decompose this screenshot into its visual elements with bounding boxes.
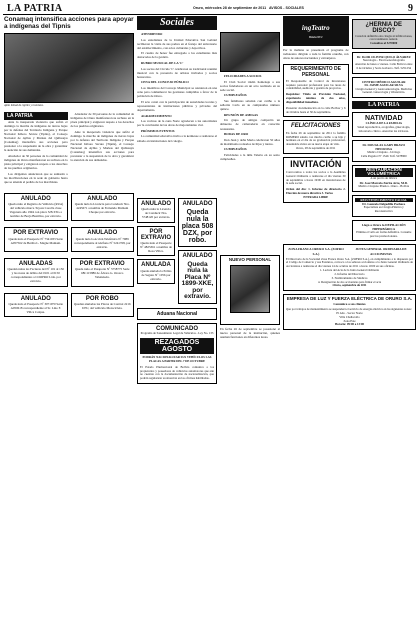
column-news bbox=[4, 16, 134, 628]
classified-ad: ANULADO Queda nulo el Pasaporte Nº 3071970 Serie A050618 correspondiente al Sr. Lino F. Villca Colque. bbox=[4, 293, 68, 318]
empresa-luz-ad: EMPRESA DE LUZ Y FUERZA ELÉCTRICA DE ORURO S.A. Comunica a sus clientes Que por trabajos de mantenimiento se suspenderá el servicio de energía eléctrica en las siguientes zonas: El Alto - Sector Norte Villa Challacollo Zona Este Horario: 09:00 a 13:00 bbox=[283, 294, 416, 330]
section-label: AVISOS - SOCIALES bbox=[268, 6, 304, 10]
invitacion-ad: INVITACIÓN Convocamos a todos los socios a la Asamblea General Ordinaria a realizarse el día viernes 30 de septiembre a horas 19:00 en instalaciones de la sede social. Orden del día: 1. Informe de directorio 2. Elección de nueva directiva 3. Varios ENTRADA LIBRE bbox=[283, 157, 349, 203]
masthead-brand: LA PATRIA bbox=[7, 3, 63, 14]
portrait-photo bbox=[230, 265, 270, 313]
la-patria-bar: LA PATRIA bbox=[352, 101, 417, 109]
doctor-ad: Dr. IGOR OLIVER QUILO ÁLVAREZ Neurología - Electroencefalografía Atención de lunes a viernes. Calle Bolívar entre 6 de Octubre y Soria Galvarro. Telf. 5251234 bbox=[352, 52, 417, 74]
promo-box: NUEVO PERSONAL bbox=[220, 255, 280, 325]
requerimiento-ad: REQUERIMIENTO DE PERSONAL El Responsable de Control de Inversiones requiere personal profesional para las áreas de contabilidad, auditoría y gestión de proyectos. Requisitos: Título en Provisión Nacional, experiencia mínima de dos años, disponibilidad inmediata. Presentar documentación en la calle Bolívar y 6 de Octubre hasta el 30 de septiembre. bbox=[283, 64, 349, 117]
radio-text: Por la mañana se presentará el programa de radioteatro dirigido a toda la familia orureña, con obras de autores nacionales y extranjeros. bbox=[283, 48, 349, 61]
classified-ad: ANULADO Queda nulo el Registro de Vehículo (RUA) del vehículo marca Toyota Corolla clase Vagoneta año 1994 con placa 328-TZG a nombre de Borja Bustillos, por extravío. bbox=[4, 193, 68, 222]
photo-caption: Apilo lidead de cigilles y tramistas. bbox=[4, 104, 44, 108]
headline: Conamaq intensifica acciones para apoyar a indígenas del Tipnis bbox=[4, 16, 134, 31]
bureau-tag: LA PATRIA bbox=[4, 112, 68, 120]
social-photo bbox=[220, 32, 280, 72]
masthead bbox=[3, 2, 417, 15]
classified-ad: ANULADO Queda nula la Licencia de Conducir Nro. 5748120 por extravío. bbox=[137, 198, 175, 223]
restauracion-ad: RESTAURACIÓN VOLUMÉTRICA A un precio de fábrica Dr. José Marcelo Zurita Arze, M.D. Médico Cirujano Plástico. Oruro - Bolivia bbox=[352, 165, 417, 192]
felicitaciones-ad: FELICITACIONES En fecha 26 de septiembre de 2011 la familia ROMERO saluda con mucho cariño a su hija y hermana en el día de su graduación profesional, deseándole éxitos en su nueva etapa de vida. Oruro, 28 de septiembre de 2011 bbox=[283, 120, 349, 153]
depilacion-ad: Llegó a Oruro la DEPILACIÓN HIPERBÁRICA Elimina el vello en forma definitiva. Consulte precios promocionales. bbox=[352, 220, 417, 242]
article-body: LA PATRIA Ante la inesperada violencia que sufrió el domingo la marcha de indígenas de tierras bajas por la defensa del Territorio Indígena y Parque Nacional Isiboro Sécure (Tipnis), el Consejo Nacional de Ayllus y Markas del Qullasuyu (Conamaq) intensifica sus acciones para presionar a la suspensión de la obra y garantizar la atención de sus demandas. Alrededor de 30 personas de la comunidad de indígenas de Oruro manifestaron su rechazo en la plaza principal y exigieron respeto a los derechos de los pueblos originarios. Los dirigentes anunciaron que se sumarán a las movilizaciones en la sede de gobierno hasta que se atienda el pedido de los marchistas. bbox=[4, 112, 68, 184]
classified-ad: POR EXTRAVIO Queda nulo el Pasaporte Nº 4825361 a nombre de Rosa Villca. bbox=[137, 226, 175, 257]
page-number: 9 bbox=[408, 3, 413, 14]
classified-ad-large: ANULADO Queda nula la Placa Nº 1899-XKE, por extravío. bbox=[178, 250, 217, 303]
natividad-ad: NATIVIDAD CLÍNICA DE LA FAMILIA Salud reproductiva, ecografías, ginecología, laboratorio clínico. Atención las 24 horas. bbox=[352, 112, 417, 136]
promo-text: En fecha 26 de septiembre se posesionó al nuevo personal de la institución, quienes asumen funciones en diferentes áreas. bbox=[220, 327, 280, 340]
classified-ad: POR EXTRAVIO Queda nulo el Pasaporte Nº 5758775 Serie 68C115886 de Álvaro G. Orozco Valenzuela. bbox=[71, 258, 135, 287]
sociales-banner: Sociales bbox=[137, 16, 217, 30]
centro-medico-ad: CENTRO MÉDICO AGUILAR Dr. JAIME AGUILAR SILVA Cirugía General y Gastroenterología. Medicina General. Ginecología y Obstetricia. bbox=[352, 77, 417, 99]
classified-ad: ANULADAS Quedan nulas las Facturas del Nº 101 al 150 y las notas de débito del 0101 al 0150 correspondientes a COOPRO Ltda. por extravío. bbox=[4, 258, 68, 287]
classified-ad-large: ANULADO Queda nula la placa 508 DZX, por robo. bbox=[178, 198, 217, 247]
classified-ad: POR ROBO Quedan anuladas las Placas de Control 2216 UPU, del vehículo Motocicleta. bbox=[71, 293, 135, 318]
news-photo bbox=[4, 33, 134, 103]
aduana-logo: Aduana Nacional bbox=[137, 308, 217, 320]
social-articles-2: FELICIDADES A SOCIOS El Club Social rindió homenaje a sus socios fundadores en un acto realizado en su sede social. CUMPLEAÑOS Sus familiares saludan con cariño a la señorita Carla en su cumpleaños número quince. REUNIÓN DE AMIGAS Un grupo de amigas compartió un almuerzo de camaradería en conocido restaurante. BODAS DE ORO Don Juan y doña María celebraron 50 años de matrimonio rodeados de hijos y nietos. CUMPLEAÑOS Felicidades a la niña Valeria en su sexto cumpleaños. bbox=[220, 74, 280, 162]
comunicado-notice: COMUNICADO Programa de Saneamiento Legal de Vehículos - Ley No. 133 REZAGADOS AGOSTO PODRÁN NACIONALIZAR SUS VEHÍCULOS LAS PLACAS A PARTIR DEL 7 DE OCTUBRE El Estado Plurinacional de Bolivia comunica a los propietarios y poseedores de vehículos automotores que aún no cuentan con la documentación de nacionalización, que podrán regularizar su situación en las oficinas habilitadas. bbox=[137, 323, 217, 384]
radio-logo: ingTeatro Oruro 97.1 bbox=[283, 16, 349, 46]
article-body-cont: Alrededor de 30 personas de la comunidad de indígenas de Oruro manifestaron su rechazo en la plaza principal y exigieron respeto a los derechos de los pueblos originarios. Ante la inesperada violencia que sufrió el domingo la marcha de indígenas de tierras bajas por la defensa del Territorio Indígena y Parque Nacional Isiboro Sécure (Tipnis), el Consejo Nacional de Ayllus y Markas del Qullasuyu (Conamaq) intensifica sus acciones para presionar a la suspensión de la obra y garantizar la atención de sus demandas. bbox=[70, 111, 134, 163]
hernia-ad: ¿HERNIA DE DISCO? Curación definitiva sin cirugía ni infiltraciones, con tratamiento natural. Consultas al 5270000 bbox=[352, 19, 417, 49]
column-ads bbox=[283, 16, 416, 628]
classified-ad: ANULADO Queda nula la Acción Telefónica Nº 7989 correspondiente al teléfono Nº 5241768, por extravío. bbox=[71, 227, 135, 252]
column-social-2 bbox=[220, 16, 280, 628]
social-articles: ATENDIENDO Los estudiantes de la Unidad Educativa San Gabriel recibieron la visita de sus padres en el festejo del aniversario del establecimiento, con actos culturales y deportivos. El cuadro de honor fue entregado a los estudiantes más destacados de la gestión. RUBRO MUSICAL DE LA 'C' Los socios del Círculo 'C' celebraron su tradicional reunión musical con la presencia de artistas invitados y socios honorarios. CENA DEL CONCEJO PÚBLICO Los miembros del Concejo Municipal se reunieron en una cena para conmemorar las gestiones cumplidas a favor de la población de Oruro. El acto contó con la participación de autoridades locales y representantes de instituciones públicas y privadas del departamento. AGRADECIMIENTO Los vecinos de la zona Norte agradecen a las autoridades por la conclusión de las obras de mejoramiento vial. PRÓXIMOS EVENTOS La comunidad educativa invita a la kermesse a realizarse el sábado en instalaciones del colegio. bbox=[137, 32, 217, 143]
rejuvenecimiento-ad: REJUVENECIMIENTO FACIAL Dr. Gonzalo Delgadillo Pacheco Especialista en Cirugía Plástica y Reconstructiva bbox=[352, 195, 417, 217]
column-social bbox=[137, 16, 217, 628]
classified-ad: ANULADA Queda anulada la Póliza de Seguro Nº 1056 por extravío. bbox=[137, 259, 175, 284]
classified-ad: ANULADO Queda nula la Licencia para Conducir Nro. 4245671 a nombre de Fernando Mamani Choque por extravío. bbox=[71, 193, 135, 222]
masthead-dateline: Oruro, miércoles 28 de septiembre de 2011 AVISOS - SOCIALES bbox=[193, 6, 304, 10]
doctor-ad-2: Dr. DOUGLAS GARY BRAVO HINOJOSA Médico Cirujano - Urólogo Calle Pagador Nº 1540. Telf. 5278900 bbox=[352, 140, 417, 162]
zofro-notice: ZONA FRANCA ORURO S.A. (ZOFRO S.A.) JUNTA GENERAL ORDINARIA DE ACCIONISTAS El Directorio de la Sociedad Zona Franca Oruro S.A. (ZOFRO S.A.), en cumplimiento a lo dispuesto por el Código de Comercio y sus Estatutos, convoca a los señores accionistas a la Junta General Ordinaria de Accionistas a realizarse el día viernes 14 de octubre de 2011 a horas 10:00 en sus oficinas. 1. Lectura del Acta de la Junta General Ordinaria 2. Informe del Directorio 3. Nombramiento de Síndicos 4. Designación de dos accionistas para firmar el acta Oruro, septiembre de 2011 bbox=[283, 244, 416, 291]
classified-ad: POR EXTRAVIO Queda nulo el Pasaporte Nº 7341033 Serie A057562 de Bertha L. Magne Mamani. bbox=[4, 227, 68, 252]
